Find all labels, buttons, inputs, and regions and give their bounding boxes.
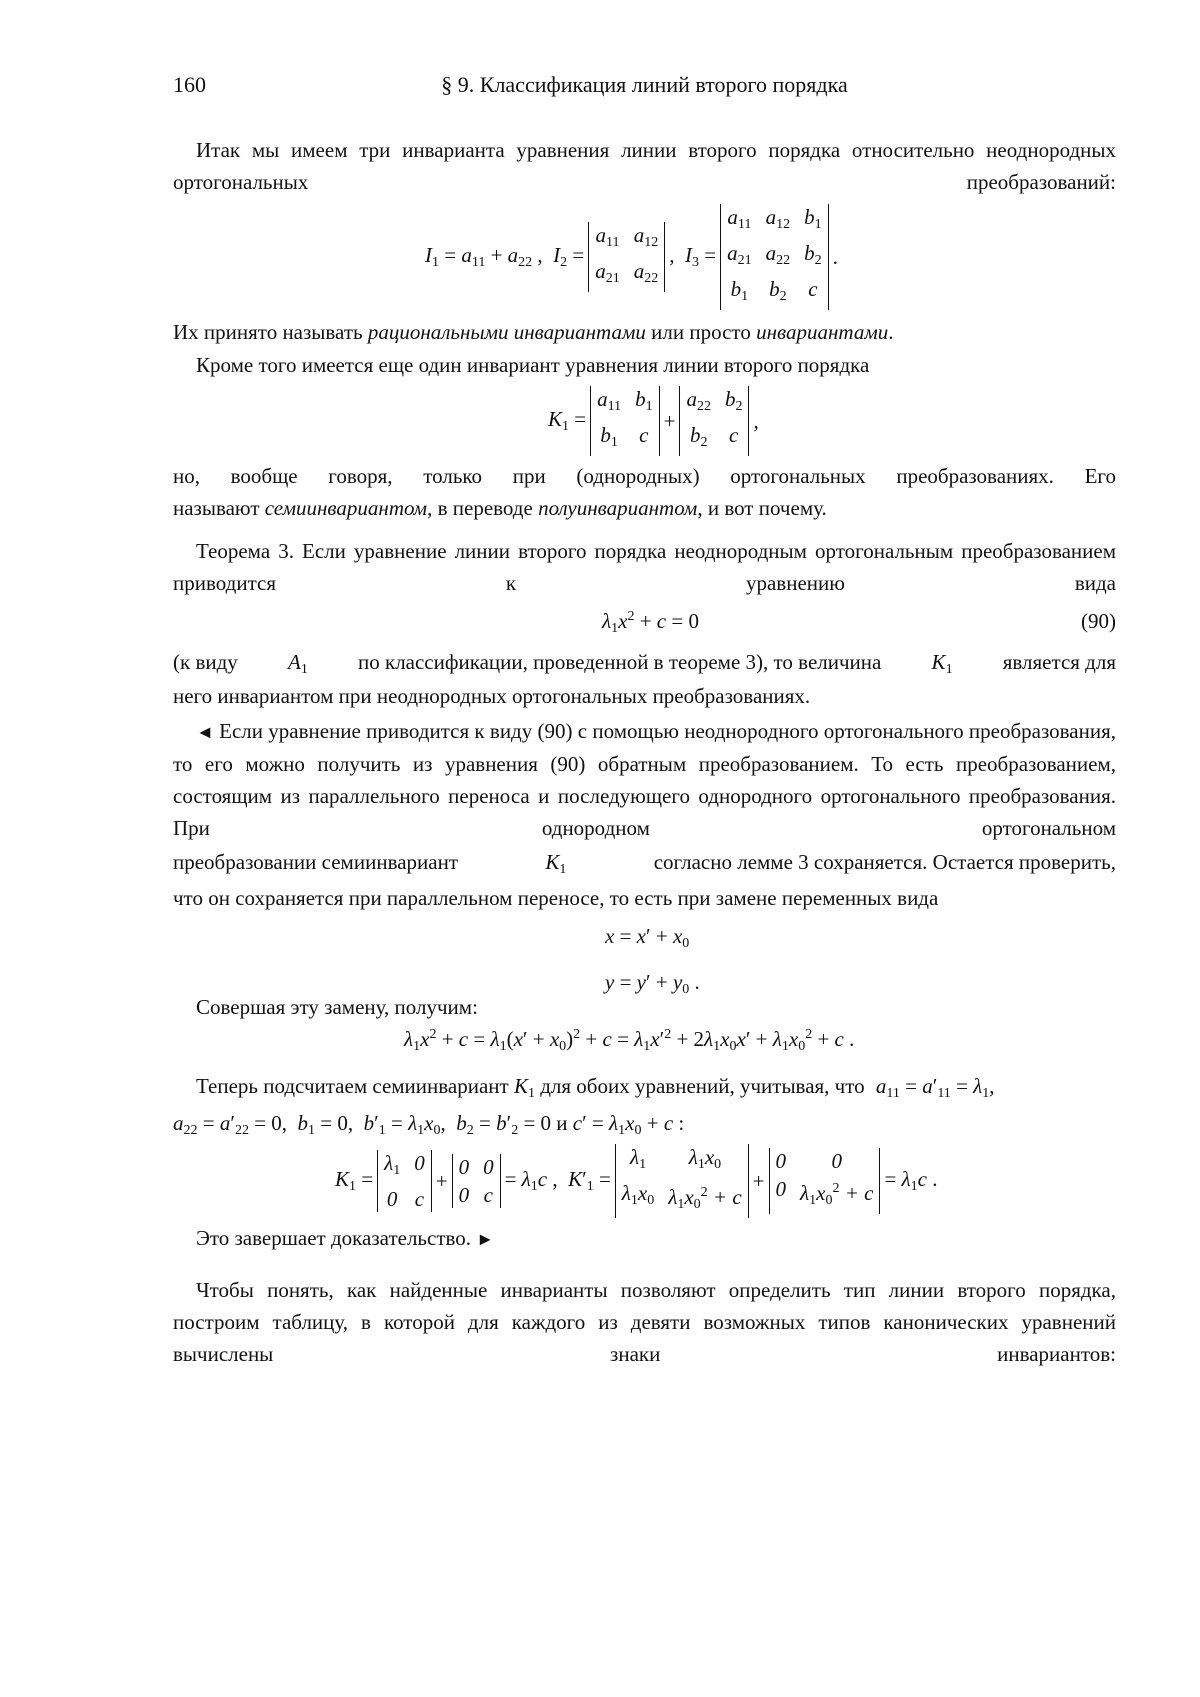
emphasis-halfinvariant: полуинвариантом xyxy=(538,496,698,520)
proof-conditions-line: $a_{22} = a'_{22} = 0$, $b_1 = 0$, $b'_1 = \lambda_1x_0$, $b_2 = b'_2 = 0$ и $c' = \lambda_1x_0 + c$ : xyxy=(173,1111,685,1138)
paragraph-semiinvariant-line2: называют семиинвариантом, в переводе полуинвариантом, и вот почему. xyxy=(173,496,827,520)
proof-parallel-shift-line: что он сохраняется при параллельном переносе, то есть при замене переменных вида xyxy=(173,886,939,910)
proof-end-mark: ► xyxy=(476,1229,495,1249)
theorem-3-conclusion: него инвариантом при неоднородных ортогональных преобразованиях. xyxy=(173,684,811,708)
equation-90: $\lambda_1x^2 + c = 0$ xyxy=(602,609,699,636)
proof-paragraph: ◄ Если уравнение приводится к виду (90) с помощью неоднородного ортогонального преобразования, то его можно получить из уравнения (90) обратным преобразованием. То есть преобразованием, состоящим из параллельного переноса и последующего однородного ортогонального преобразования. При однородном ортогональном xyxy=(173,719,1117,840)
determinant-i2: $a_{11}$ $a_{12}$ $a_{21}$ $a_{22}$ xyxy=(588,222,665,292)
emphasis-semiinvariant: семиинвариантом xyxy=(264,496,428,520)
paragraph-semiinvariant-line1: но, вообще говоря, только при (однородных) ортогональных преобразованиях. Его xyxy=(173,464,1116,488)
determinant-k1-second: $a_{22}$ $b_2$ $b_2$ c xyxy=(679,386,749,456)
determinant-k1-b: 0 0 0 c xyxy=(452,1154,501,1208)
page-number: 160 xyxy=(173,72,206,97)
formula-substitution: $x = x' + x_0$ $y = y' + y_0$ . xyxy=(605,924,700,997)
formula-k1: $K_1$ = $a_{11}$ $b_1$ $b_1$ c + $a_{22}$ $b_2$ $b_2$ c , xyxy=(548,386,759,456)
determinant-k1prime-b: 0 0 0 $\lambda_1x_0^2 + c$ xyxy=(769,1148,881,1214)
formula-invariants: $I_1 = a_{11} + a_{22}$ , $I_2$ = $a_{11}$ $a_{12}$ $a_{21}$ $a_{22}$ , $I_3$ = $a_{11}$ $a_{12}$ $b_1$ $a_{21}$ $a_{22}$ $b_2$ $b_1$ $b_2$ c . xyxy=(425,204,838,310)
proof-substitution-intro: Совершая эту замену, получим: xyxy=(196,995,478,1019)
proof-compute-line: Теперь подсчитаем семиинвариант $K_1$ для обоих уравнений, учитывая, что $a_{11} = a'_{11} = \lambda_1$, xyxy=(196,1074,995,1101)
paragraph-another-invariant: Кроме того имеется еще один инвариант уравнения линии второго порядка xyxy=(196,353,870,377)
proof-start-mark: ◄ xyxy=(196,722,214,742)
theorem-3-condition-line: (к виду $A_1$ по классификации, проведенной в теореме 3), то величина $K_1$ является для xyxy=(173,650,1116,677)
proof-end-line: Это завершает доказательство. ► xyxy=(196,1226,495,1250)
theorem-3-statement: Теорема 3. Если уравнение линии второго порядка неоднородным ортогональным преобразованием приводится к уравнению вида xyxy=(173,539,1116,595)
proof-semiinvariant-line: преобразовании семиинвариант $K_1$ согласно лемме 3 сохраняется. Остается проверить, xyxy=(173,850,1116,877)
determinant-k1prime-a: $\lambda_1$ $\lambda_1x_0$ $\lambda_1x_0$ $\lambda_1x_0^2 + c$ xyxy=(615,1144,749,1218)
paragraph-rational-invariants: Их принято называть рациональными инвариантами или просто инвариантами. xyxy=(173,320,894,344)
running-title: § 9. Классификация линий второго порядка xyxy=(441,72,848,97)
emphasis-rational-invariants: рациональными инвариантами xyxy=(367,320,646,344)
formula-expanded: $\lambda_1x^2 + c = \lambda_1(x' + x_0)^2 + c = \lambda_1x'^2 + 2\lambda_1x_0x' + \lambda_1x_0^2 + c$ . xyxy=(404,1027,855,1054)
emphasis-invariants: инвариантами xyxy=(756,320,889,344)
equation-number-90: (90) xyxy=(1081,609,1116,633)
paragraph-table-intro: Чтобы понять, как найденные инварианты позволяют определить тип линии второго порядка, построим таблицу, в которой для каждого из девяти возможных типов канонических уравнений вычислены знаки инвариантов: xyxy=(173,1278,1116,1366)
formula-k1-comparison: $K_1$ = $\lambda_1$ 0 0 c + 0 0 0 c = $\lambda_1c$ , $K'_1$ = $\lambda_1$ $\lambda_1x_0$ $\lambda_1x_0$ $\lambda_1x_0^2 + c$ + 0 0 0 $\lambda_1x_0^2 + c$ = $\lambda_1c$ . xyxy=(335,1146,937,1216)
determinant-k1-a: $\lambda_1$ 0 0 c xyxy=(377,1150,432,1212)
determinant-i3: $a_{11}$ $a_{12}$ $b_1$ $a_{21}$ $a_{22}$ $b_2$ $b_1$ $b_2$ c xyxy=(720,204,829,310)
paragraph-invariants-intro: Итак мы имеем три инварианта уравнения линии второго порядка относительно неоднородных ортогональных преобразований: xyxy=(173,138,1116,194)
determinant-k1-first: $a_{11}$ $b_1$ $b_1$ c xyxy=(590,386,659,456)
